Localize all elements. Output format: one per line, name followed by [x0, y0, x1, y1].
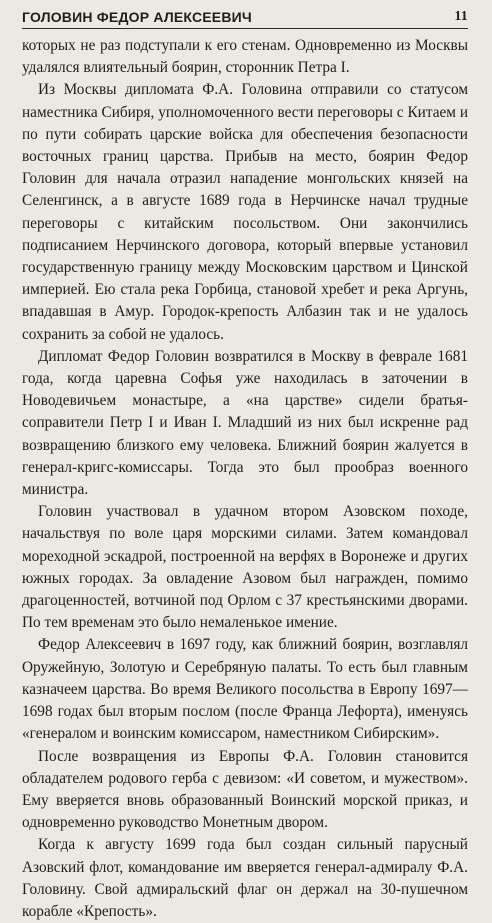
- paragraph: Федор Алексеевич в 1697 году, как ближний боярин, возглавлял Оружейную, Золотую и Серебряную палаты. То есть был главным казначеем царства. Во время Великого посольства в Европу 1697—1698 годах был вторым послом (после Франца Лефорта), именуясь «генералом и воинским комиссаром, наместником Сибирским».: [22, 636, 468, 743]
- paragraph: После возвращения из Европы Ф.А. Головин становится обладателем родового герба с девизом: «И советом, и мужеством». Ему вверяется вновь образованный Воинский морской приказ, и одновременно руководство Монетным двором.: [22, 747, 468, 832]
- paragraph: Дипломат Федор Головин возвратился в Москву в феврале 1681 года, когда царевна Софья уже находилась в заточении в Новодевичьем монастыре, а «на царстве» сидели братья-соправители Петр I и Иван I. Младший из них был искренне рад возвращению близкого ему человека. Ближний боярин жалуется в генерал-кригс-комиссары. Тогда это был прообраз военного министра.: [22, 347, 468, 499]
- body-text: [22, 35, 468, 923]
- paragraph: Когда к августу 1699 года был создан сильный парусный Азовский флот, командование им вверяется генерал-адмиралу Ф.А. Головину. Свой адмиральский флаг он держал на 30-пушечном корабле «Крепость».: [22, 836, 468, 920]
- page-number: 11: [454, 9, 468, 24]
- paragraph: Головин участвовал в удачном втором Азовском походе, начальствуя по воле царя морскими силами. Затем командовал мореходной эскадрой, построенной на верфях в Воронеже и других южных городах. За овладение Азовом был награжден, помимо драгоценностей, вотчиной под Орлом с 37 крестьянскими дворами. По тем временам это было немаленькое имение.: [22, 503, 468, 632]
- paragraph: которых не раз подступали к его стенам. Одновременно из Москвы удалялся влиятельный боярин, сторонник Петра I.: [22, 37, 468, 77]
- running-header: [22, 0, 468, 29]
- paragraph: Из Москвы дипломата Ф.А. Головина отправили со статусом наместника Сибиря, уполномоченного вести переговоры с Китаем и по пути собирать царские войска для обеспечения безопасности восточных границ царства. Прибыв на место, боярин Федор Головин для начала отразил нападение монгольских князей на Селенгинск, а в августе 1689 года в Нерчинске начал трудные переговоры с китайским посольством. Они закончились подписанием Нерчинского договора, который впервые установил государственную границу между Московским царством и Цинской империей. Ею стала река Горбица, становой хребет и река Аргунь, впадавшая в Амур. Городок-крепость Албазин так и не удалось сохранить за собой не удалось.: [22, 81, 468, 343]
- chapter-title: ГОЛОВИН ФЕДОР АЛЕКСЕЕВИЧ: [22, 9, 252, 25]
